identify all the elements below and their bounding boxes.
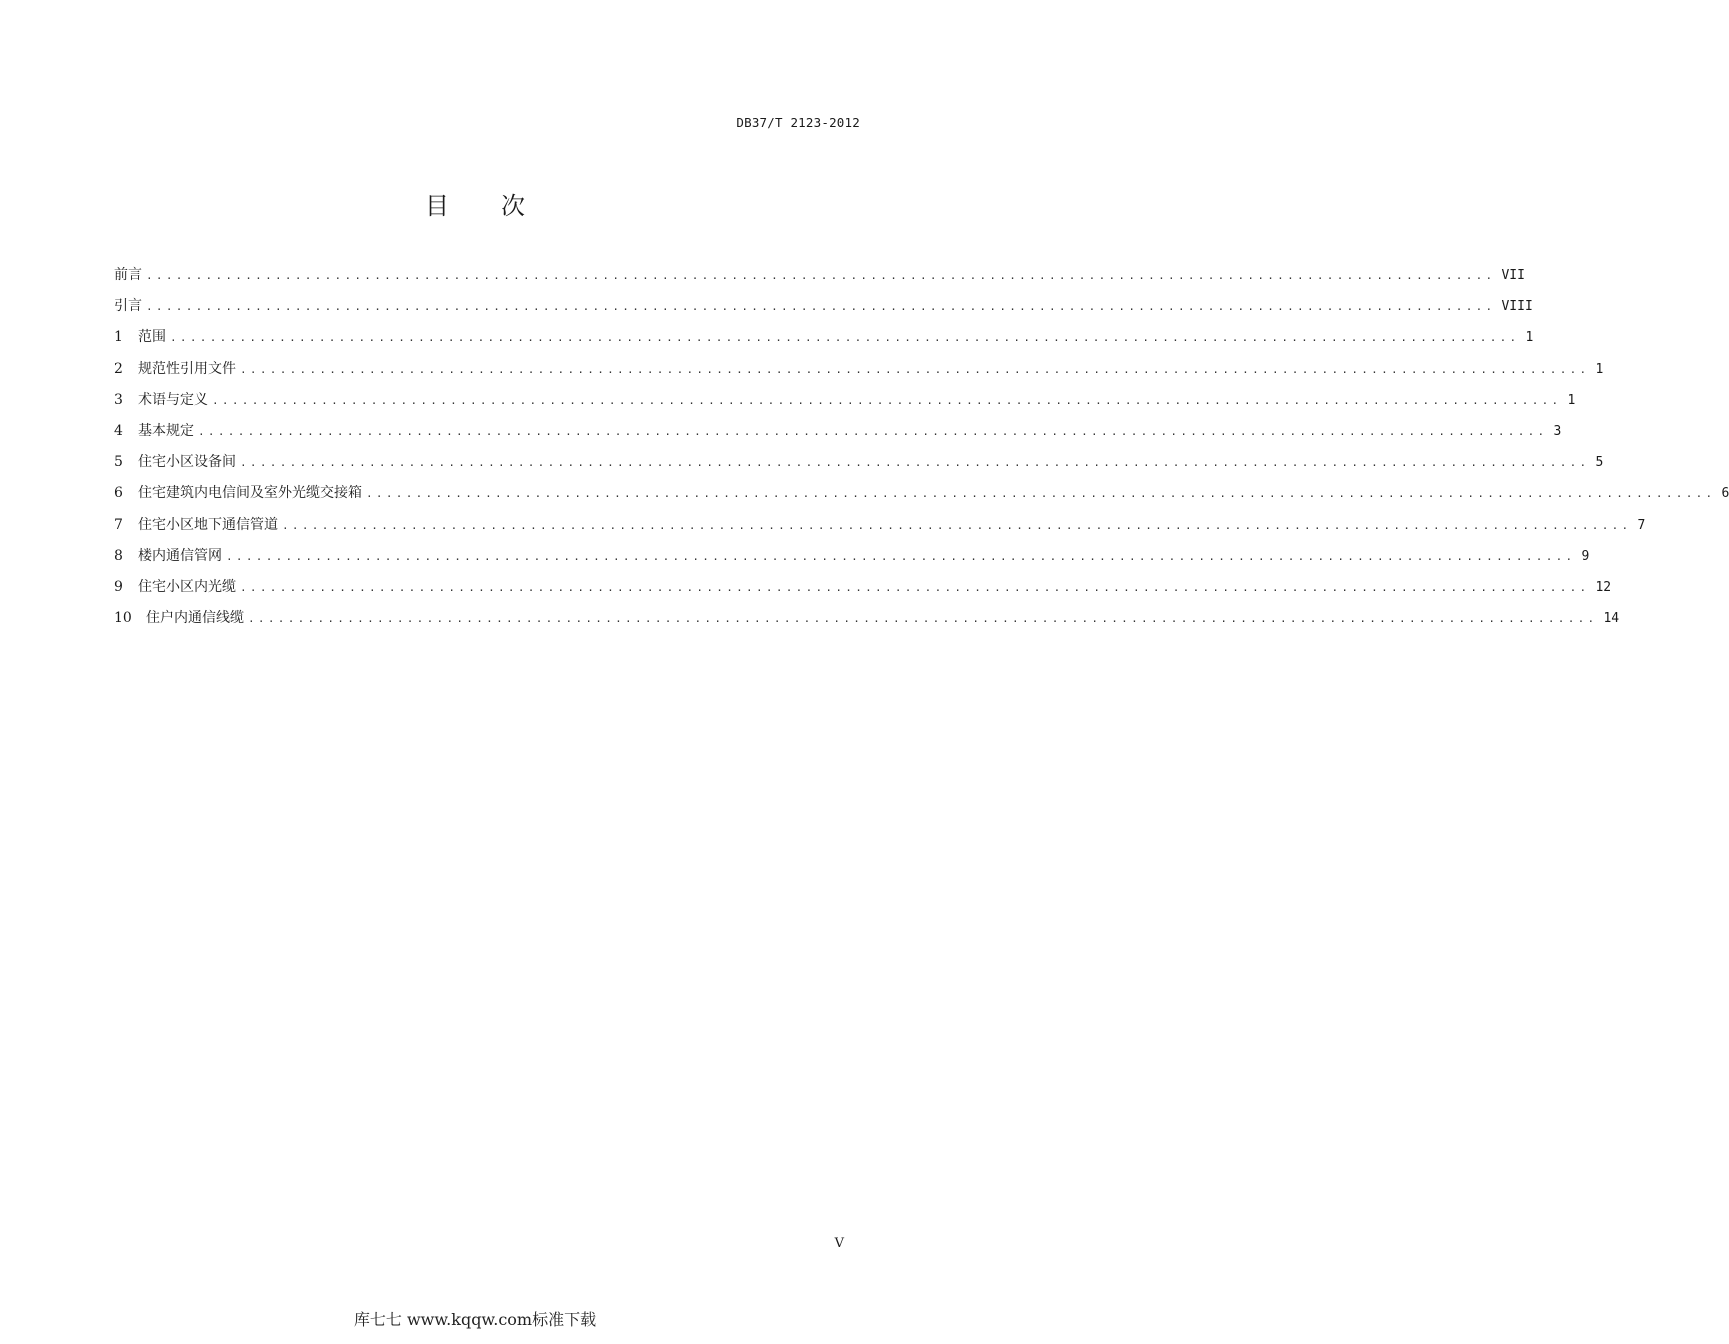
- toc-entry-page: 7: [1637, 517, 1646, 533]
- toc-entry-basic-provisions[interactable]: [114, 420, 1562, 451]
- toc-entry-label: 楼内通信管网: [138, 547, 222, 564]
- toc-entry-page: VII: [1501, 268, 1525, 283]
- toc-entry-label: 规范性引用文件: [138, 360, 236, 377]
- toc-leader-dots: ........................................................................................................................................: [248, 612, 1598, 626]
- toc-entry-number: 4: [114, 422, 123, 439]
- toc-entry-equipment-room[interactable]: [114, 451, 1604, 482]
- toc-entry-indoor-pipe-network[interactable]: [114, 545, 1590, 576]
- toc-entry-number: 2: [114, 360, 123, 377]
- toc-leader-dots: ........................................................................................................................................: [212, 393, 1562, 407]
- toc-entry-number: 6: [114, 485, 123, 502]
- toc-entry-number: 5: [114, 454, 123, 471]
- toc-entry-label: 引言: [114, 298, 142, 315]
- toc-entry-number: 10: [114, 610, 132, 627]
- toc-entry-number: 8: [114, 547, 123, 564]
- toc-entry-page: 1: [1567, 392, 1576, 408]
- toc-entry-foreword[interactable]: [114, 264, 1525, 295]
- toc-entry-scope[interactable]: [114, 326, 1534, 357]
- toc-leader-dots: ........................................................................................................................................: [282, 518, 1632, 532]
- toc-entry-page: VIII: [1501, 299, 1533, 315]
- toc-entry-page: 14: [1603, 611, 1620, 627]
- toc-entry-page: 3: [1553, 423, 1562, 439]
- toc-entry-telecom-room[interactable]: [114, 482, 1729, 513]
- page-number: V: [834, 1236, 844, 1251]
- toc-entry-optical-cable[interactable]: [114, 576, 1612, 607]
- toc-entry-introduction[interactable]: [114, 295, 1533, 326]
- toc-entry-number: 9: [114, 578, 123, 595]
- toc-leader-dots: ........................................................................................................................................: [170, 331, 1520, 345]
- toc-leader-dots: ........................................................................................................................................: [240, 580, 1590, 594]
- toc-entry-terms-definitions[interactable]: [114, 389, 1576, 420]
- toc-entry-label: 住宅小区内光缆: [138, 578, 236, 595]
- toc-leader-dots: ........................................................................................................................................: [198, 424, 1548, 438]
- toc-title-left: 目: [425, 192, 449, 220]
- toc-entry-page: 9: [1581, 548, 1590, 564]
- toc-leader-dots: ........................................................................................................................................: [226, 549, 1576, 563]
- toc-entry-number: 7: [114, 516, 123, 533]
- toc-entry-label: 住宅小区地下通信管道: [138, 516, 278, 533]
- toc-entry-label: 住宅建筑内电信间及室外光缆交接箱: [138, 485, 362, 502]
- toc-entry-label: 住宅小区设备间: [138, 454, 236, 471]
- toc-entry-label: 范围: [138, 329, 166, 346]
- toc-entry-label: 前言: [114, 267, 142, 283]
- toc-entry-page: 1: [1525, 330, 1534, 346]
- toc-entry-page: 6: [1721, 486, 1729, 502]
- toc-title: [0, 186, 950, 221]
- toc-entry-number: 1: [114, 329, 123, 346]
- toc-entry-label: 术语与定义: [138, 391, 208, 408]
- document-code: DB37/T 2123-2012: [736, 115, 860, 130]
- toc-title-right: 次: [501, 192, 525, 220]
- table-of-contents: [114, 264, 1729, 638]
- footer-watermark: 库七七 www.kqqw.com标准下载: [353, 1310, 597, 1329]
- toc-entry-household-cable[interactable]: [114, 607, 1620, 638]
- toc-entry-page: 5: [1595, 455, 1604, 471]
- toc-entry-page: 1: [1595, 361, 1604, 377]
- toc-leader-dots: ........................................................................................................................................: [146, 269, 1496, 282]
- toc-leader-dots: ........................................................................................................................................: [366, 487, 1716, 501]
- toc-entry-number: 3: [114, 391, 123, 408]
- toc-leader-dots: ........................................................................................................................................: [240, 362, 1590, 376]
- toc-leader-dots: ........................................................................................................................................: [240, 456, 1590, 470]
- toc-entry-label: 基本规定: [138, 422, 194, 439]
- toc-entry-page: 12: [1595, 579, 1612, 595]
- toc-leader-dots: ........................................................................................................................................: [146, 300, 1496, 314]
- toc-entry-label: 住户内通信线缆: [146, 610, 244, 627]
- toc-entry-normative-references[interactable]: [114, 358, 1604, 389]
- toc-entry-underground-duct[interactable]: [114, 514, 1646, 545]
